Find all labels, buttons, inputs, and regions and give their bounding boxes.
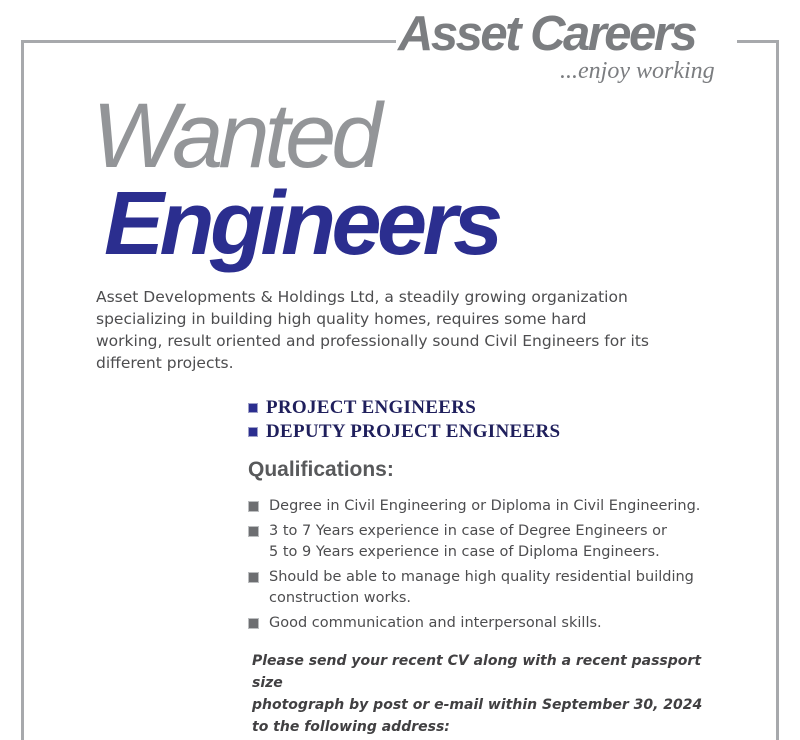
position-label: PROJECT ENGINEERS bbox=[266, 397, 477, 418]
qualification-item bbox=[248, 496, 728, 517]
qualification-text: Should be able to manage high quality residential building construction works. bbox=[269, 569, 694, 606]
brand-title: Asset Careers bbox=[398, 7, 696, 61]
square-bullet-icon bbox=[248, 572, 259, 583]
position-item bbox=[248, 420, 560, 444]
position-item bbox=[248, 396, 560, 420]
intro-paragraph: Asset Developments & Holdings Ltd, a steadily growing organization specializing in building high quality homes, requires some hard working, result oriented and professionally sound Civil Engineers for its different projects. bbox=[96, 288, 649, 372]
square-bullet-icon bbox=[248, 618, 259, 629]
square-bullet-icon bbox=[248, 501, 259, 512]
headline-engineers: Engineers bbox=[104, 174, 499, 274]
qualification-text: Degree in Civil Engineering or Diploma in Civil Engineering. bbox=[269, 498, 701, 514]
qualifications-heading: Qualifications: bbox=[248, 458, 394, 481]
square-bullet-icon bbox=[248, 427, 258, 437]
frame-border-left bbox=[21, 40, 24, 740]
qualification-text: Good communication and interpersonal skills. bbox=[269, 615, 602, 631]
qualifications-list bbox=[248, 496, 728, 638]
qualification-text: 3 to 7 Years experience in case of Degree Engineers or 5 to 9 Years experience in case of Diploma Engineers. bbox=[269, 523, 667, 560]
headline-wanted: Wanted bbox=[92, 85, 378, 187]
application-note: Please send your recent CV along with a recent passport size photograph by post or e-mail within September 30, 2024 to the following address: bbox=[252, 653, 703, 735]
square-bullet-icon bbox=[248, 403, 258, 413]
qualification-item bbox=[248, 567, 728, 609]
qualification-item bbox=[248, 613, 728, 634]
square-bullet-icon bbox=[248, 526, 259, 537]
positions-list bbox=[248, 396, 560, 444]
frame-border-top-left bbox=[21, 40, 396, 43]
qualification-item bbox=[248, 521, 728, 563]
position-label: DEPUTY PROJECT ENGINEERS bbox=[266, 421, 561, 442]
frame-border-right bbox=[776, 40, 779, 740]
frame-border-top-right bbox=[737, 40, 779, 43]
brand-tagline: ...enjoy working bbox=[560, 58, 715, 84]
